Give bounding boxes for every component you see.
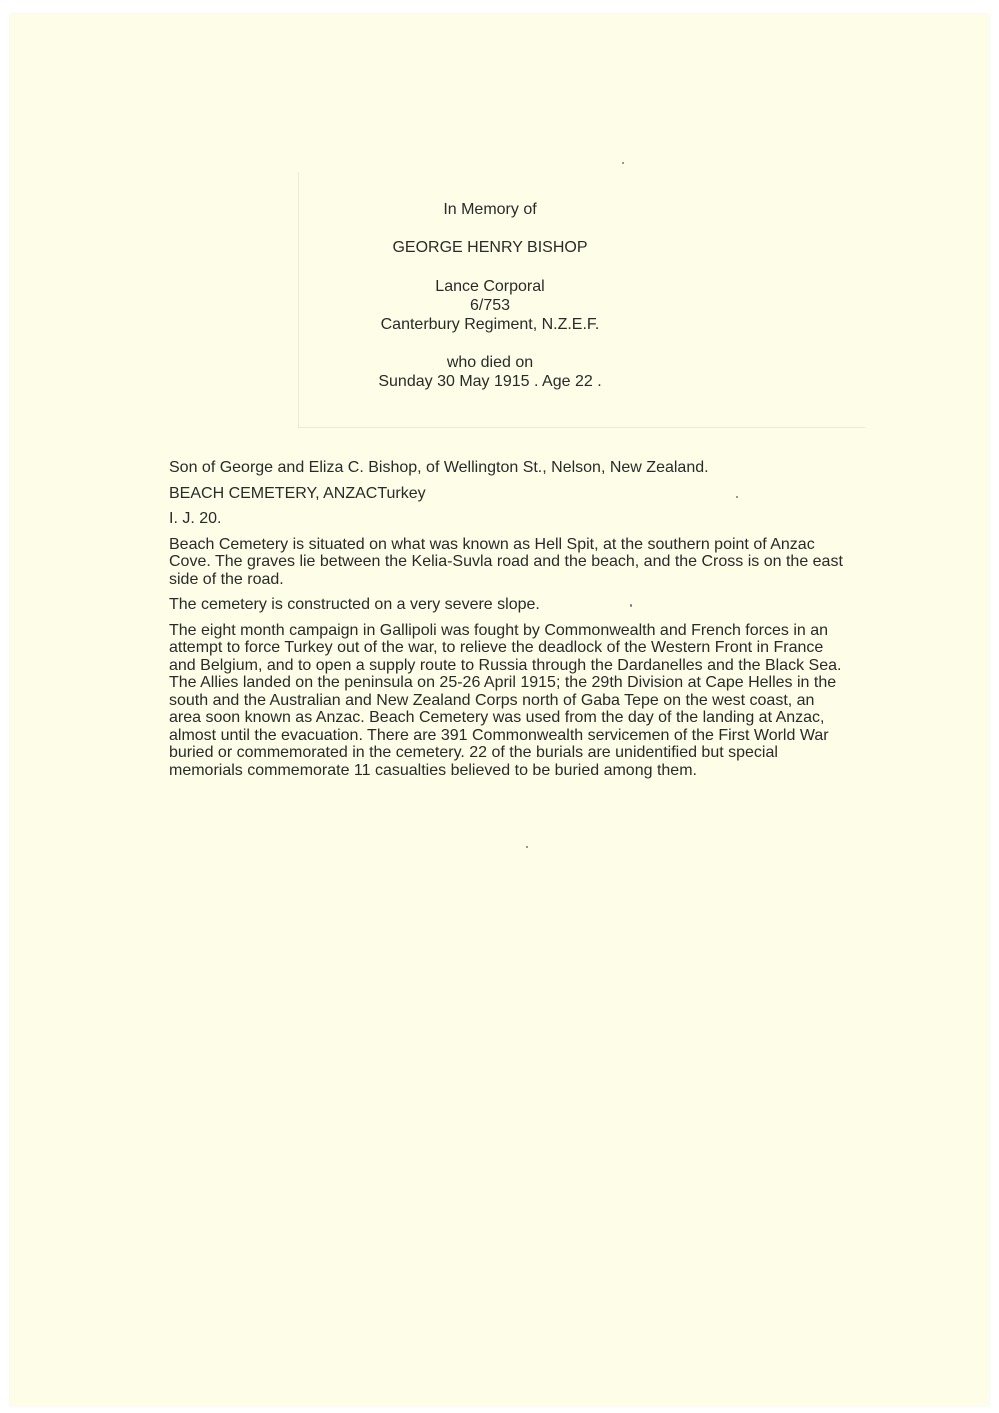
cemetery-history: The eight month campaign in Gallipoli was fought by Commonwealth and French forces in an attempt to force Turkey out of the war, to relieve the deadlock of the Western Front in France and Belgium, and to open a supply route to Russia through the Dardanelles and the Black Sea. The Allies landed on the peninsula on 25-26 April 1915; the 29th Division at Cape Helles in the south and the Australian and New Zealand Corps north of Gaba Tepe on the west coast, an area soon known as Anzac. Beach Cemetery was used from the day of the landing at Anzac, almost until the evacuation. There are 391 Commonwealth servicemen of the First World War buried or commemorated in the cemetery. 22 of the burials are unidentified but special memorials commemorate 11 casualties believed to be buried among them. (169, 621, 842, 779)
cemetery-slope: The cemetery is constructed on a very severe slope. (169, 596, 540, 613)
service-block (280, 277, 700, 334)
soldier-name: GEORGE HENRY BISHOP (392, 239, 588, 256)
scan-speck (526, 846, 528, 848)
death-block (280, 353, 700, 391)
cemetery-location: Beach Cemetery is situated on what was known as Hell Spit, at the southern point of Anzac Cove. The graves lie between the Kelia-Suvla road and the beach, and the Cross is on the east side of the road. (169, 535, 843, 588)
died-date: Sunday 30 May 1915 . Age 22 . (378, 373, 602, 390)
scan-speck (736, 496, 738, 498)
unit: Canterbury Regiment, N.Z.E.F. (380, 316, 600, 333)
scan-speck (630, 604, 632, 607)
died-label: who died on (446, 354, 534, 371)
in-memory-of-heading: In Memory of (443, 201, 537, 218)
family-details: Son of George and Eliza C. Bishop, of Wellington St., Nelson, New Zealand. (169, 459, 709, 476)
service-number: 6/753 (469, 297, 511, 314)
document-page (10, 14, 989, 1406)
cemetery-name: BEACH CEMETERY, ANZACTurkey (169, 484, 426, 502)
details-body (169, 459, 849, 787)
rank: Lance Corporal (435, 278, 545, 295)
grave-reference: I. J. 20. (169, 510, 222, 527)
scan-speck (622, 162, 624, 164)
